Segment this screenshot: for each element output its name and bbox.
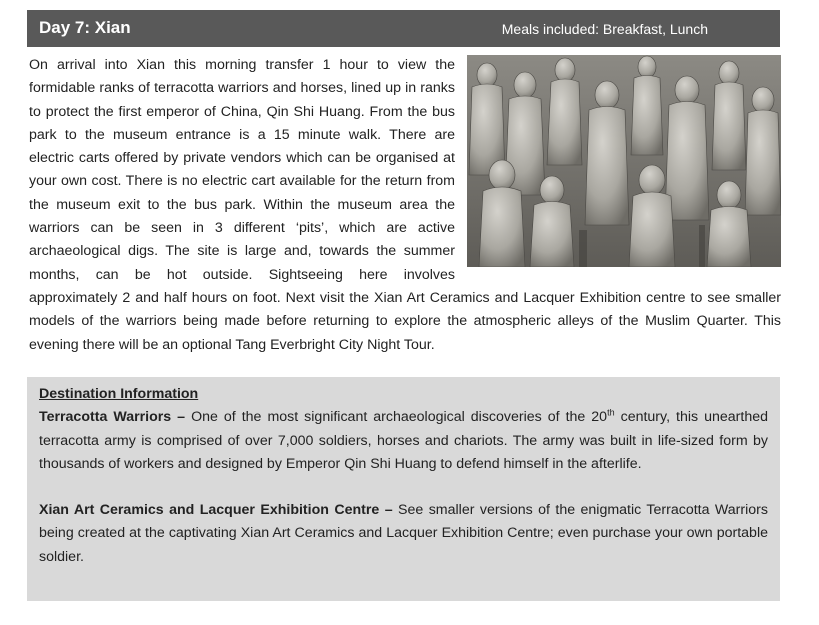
destination-info-heading: Destination Information [39, 386, 199, 402]
info-item-terracotta-warriors: Terracotta Warriors – One of the most significant archaeological discoveries of the 20th century, this unearthed terracotta army is comprised of over 7,000 soldiers, horses and chariots. The army was built in life-sized form by thousands of workers and designed by Emperor Qin Shi Huang to defend himself in the afterlife. [39, 407, 768, 472]
meals-included: Meals included: Breakfast, Lunch [501, 21, 708, 37]
day-header [27, 10, 780, 47]
day-description-text: On arrival into Xian this morning transfer 1 hour to view the formidable ranks of terracotta warriors and horses, lined up in ranks to protect the first emperor of China, Qin Shi Huang. From the bus park to the museum entrance is a 15 minute walk. There are electric carts offered by private vendors which can be organised at your own cost. There is no electric cart available for the return from the museum exit to the bus park. Within the museum area the warriors can be seen in 3 different ‘pits’, which are active archaeological digs. The site is large and, towards the summer months, can be hot outside. Sightseeing here involves approximately 2 and half hours on foot. Next visit the Xian Art Ceramics and Lacquer Exhibition centre to see smaller models of the warriors being made before returning to explore the atmospheric alleys of the Muslim Quarter. This evening there will be an optional Tang Everbright City Night Tour. [29, 57, 781, 353]
day-description [29, 54, 781, 357]
info-item-xian-art-ceramics: Xian Art Ceramics and Lacquer Exhibition Centre – See smaller versions of the enigmatic Terracotta Warriors being created at the captivating Xian Art Ceramics and Lacquer Exhibition Centre; even purchase your own portable soldier. [39, 502, 768, 565]
info-item-name: Xian Art Ceramics and Lacquer Exhibition Centre [39, 502, 380, 519]
info-item-name: Terracotta Warriors [39, 409, 172, 426]
destination-info-panel [27, 377, 780, 601]
day-title: Day 7: Xian [39, 18, 131, 37]
